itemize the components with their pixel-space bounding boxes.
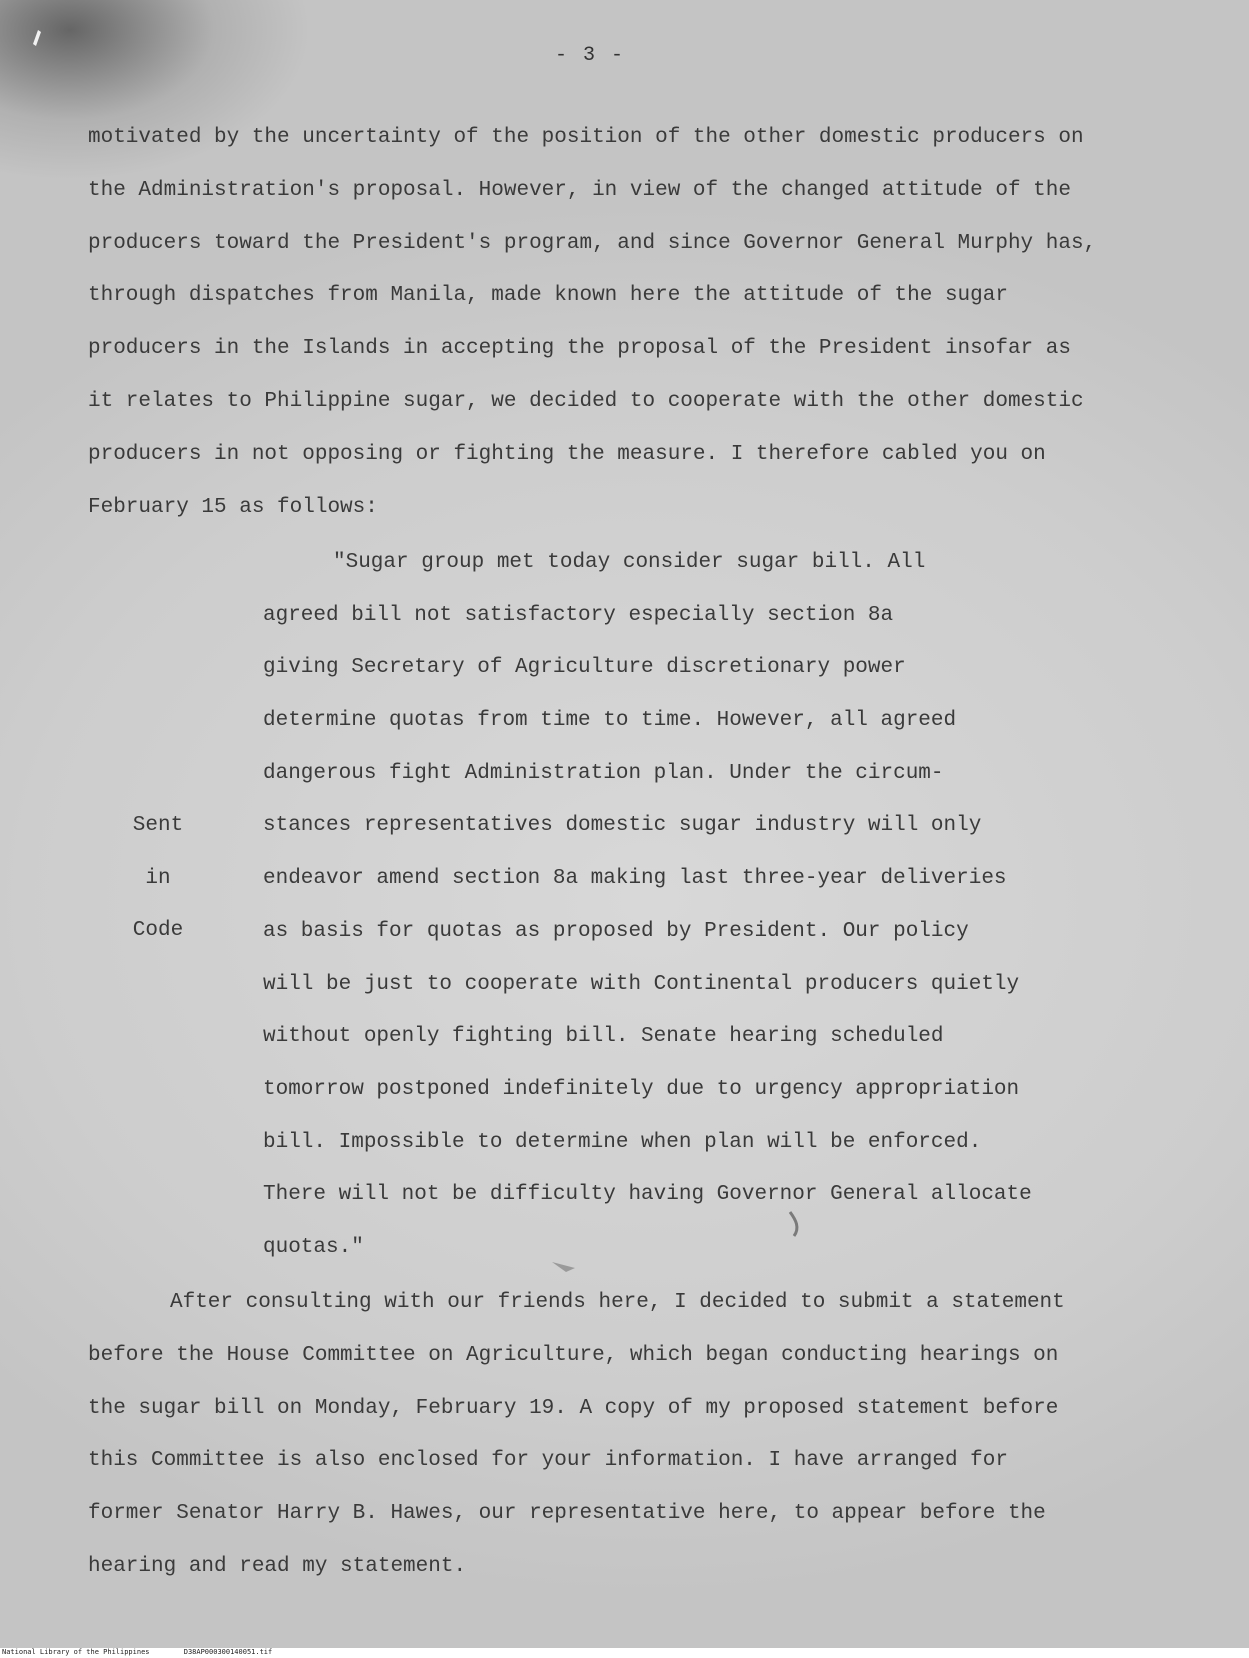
paragraph-line: February 15 as follows: xyxy=(88,495,378,519)
margin-note-line: in xyxy=(145,866,171,890)
paragraph-line: producers in the Islands in accepting the proposal of the President insofar as xyxy=(88,337,1071,361)
cable-line: without openly fighting bill. Senate hearing scheduled xyxy=(263,1025,944,1049)
margin-note-sent-in-code xyxy=(118,811,198,969)
margin-note-line: Code xyxy=(132,919,184,943)
cable-line: endeavor amend section 8a making last three-year deliveries xyxy=(263,867,1007,891)
paragraph-line: motivated by the uncertainty of the position of the other domestic producers on xyxy=(88,126,1084,149)
cable-line: There will not be difficulty having Governor General allocate xyxy=(263,1183,1032,1207)
cable-line: quotas." xyxy=(263,1235,364,1259)
scan-speck xyxy=(33,30,41,46)
cable-line: as basis for quotas as proposed by President. Our policy xyxy=(263,919,969,943)
paragraph-line: it relates to Philippine sugar, we decided to cooperate with the other domestic xyxy=(88,389,1084,413)
paragraph-line: this Committee is also enclosed for your information. I have arranged for xyxy=(88,1449,1008,1473)
paragraph-line: the Administration's proposal. However, in view of the changed attitude of the xyxy=(88,178,1071,202)
paragraph-line: producers toward the President's program, and since Governor General Murphy has, xyxy=(88,231,1097,255)
margin-note-line: Sent xyxy=(132,814,184,837)
paragraph-line: through dispatches from Manila, made known here the attitude of the sugar xyxy=(88,284,1008,308)
footer-file-id: D38AP000300140051.tif xyxy=(183,1648,273,1656)
paragraph-line: hearing and read my statement. xyxy=(88,1554,467,1578)
paragraph-line: before the House Committee on Agriculture, which began conducting hearings on xyxy=(88,1343,1059,1367)
cable-line: will be just to cooperate with Continental producers quietly xyxy=(263,972,1020,996)
cable-quotation xyxy=(263,548,1163,1286)
cable-line: giving Secretary of Agriculture discretionary power xyxy=(263,656,906,680)
cable-line: bill. Impossible to determine when plan will be enforced. xyxy=(263,1130,982,1154)
scan-footer xyxy=(2,1648,302,1657)
cable-line: "Sugar group met today consider sugar bill. All xyxy=(333,551,926,574)
page-number: - 3 - xyxy=(554,44,625,67)
cable-line: stances representatives domestic sugar industry will only xyxy=(263,814,982,838)
paragraph-line: the sugar bill on Monday, February 19. A copy of my proposed statement before xyxy=(88,1396,1059,1420)
paragraph-line: After consulting with our friends here, I decided to submit a statement xyxy=(170,1291,1065,1314)
cable-line: agreed bill not satisfactory especially section 8a xyxy=(263,603,894,627)
paragraph-line: former Senator Harry B. Hawes, our representative here, to appear before the xyxy=(88,1502,1046,1526)
opening-paragraph xyxy=(88,123,1198,545)
footer-institution: National Library of the Philippines xyxy=(2,1648,150,1656)
cable-line: determine quotas from time to time. However, all agreed xyxy=(263,709,957,733)
cable-line: dangerous fight Administration plan. Under the circum- xyxy=(263,761,944,785)
paragraph-line: producers in not opposing or fighting the measure. I therefore cabled you on xyxy=(88,442,1046,466)
cable-line: tomorrow postponed indefinitely due to urgency appropriation xyxy=(263,1077,1020,1101)
closing-paragraph xyxy=(88,1288,1198,1605)
